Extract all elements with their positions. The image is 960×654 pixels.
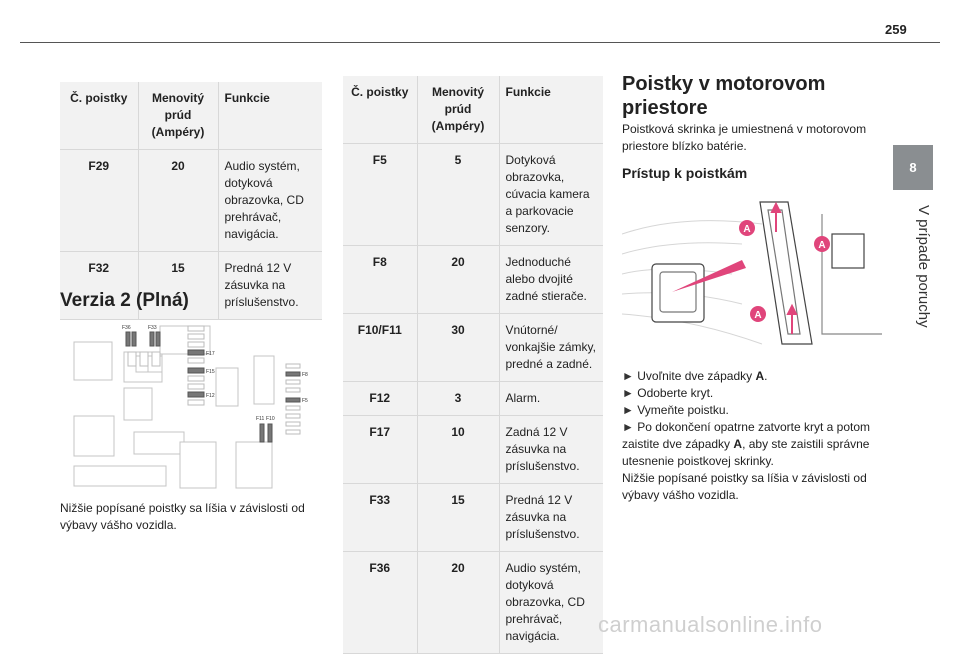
fuse-f5-mark bbox=[286, 398, 300, 402]
step-1: ► Uvoľnite dve západky A. bbox=[622, 369, 768, 383]
cell-function: Predná 12 V zásuvka na príslušenstvo. bbox=[218, 252, 322, 320]
cell-fuse: F17 bbox=[343, 416, 417, 484]
bullet-arrow-icon: ► bbox=[622, 403, 634, 417]
header-fuse-number: Č. poistky bbox=[343, 76, 417, 144]
cell-function: Audio systém, dotyková obrazovka, CD prehrávač, navigácia. bbox=[499, 552, 603, 654]
cell-fuse: F10/F11 bbox=[343, 314, 417, 382]
fuse-table-1 bbox=[60, 82, 322, 320]
table-row bbox=[343, 552, 603, 654]
cell-amps: 3 bbox=[417, 382, 499, 416]
chapter-tab-number: 8 bbox=[909, 160, 917, 175]
table-row bbox=[343, 246, 603, 314]
cell-function: Zadná 12 V zásuvka na príslušenstvo. bbox=[499, 416, 603, 484]
chapter-title: V prípade poruchy bbox=[915, 205, 932, 328]
marker-a: A bbox=[743, 224, 751, 235]
table-row bbox=[343, 416, 603, 484]
marker-a: A bbox=[818, 240, 826, 251]
cell-fuse: F32 bbox=[60, 252, 138, 320]
fuse-f8-mark bbox=[286, 372, 300, 376]
variant-note: Nižšie popísané poistky sa líšia v závislosti od výbavy vášho vozidla. bbox=[60, 501, 305, 532]
table-row bbox=[343, 382, 603, 416]
cell-function: Jednoduché alebo dvojité zadné stierače. bbox=[499, 246, 603, 314]
label-f17: F17 bbox=[206, 351, 215, 357]
cell-amps: 5 bbox=[417, 144, 499, 246]
cell-amps: 15 bbox=[417, 484, 499, 552]
fuse-f11-mark bbox=[260, 424, 264, 442]
table-row bbox=[343, 144, 603, 246]
cell-fuse: F5 bbox=[343, 144, 417, 246]
header-fuse-number: Č. poistky bbox=[60, 82, 138, 150]
table-row bbox=[343, 314, 603, 382]
cell-fuse: F12 bbox=[343, 382, 417, 416]
fuse-f36-mark bbox=[126, 332, 130, 346]
fuse-f33-mark bbox=[150, 332, 154, 346]
table-row bbox=[60, 150, 322, 252]
step-4: ► Po dokončení opatrne zatvorte kryt a potom zaistite dve západky A, aby ste zaistili správne utesnenie poistkovej skrinky. bbox=[622, 420, 871, 468]
relay-block bbox=[832, 234, 864, 268]
bullet-arrow-icon: ► bbox=[622, 369, 634, 383]
access-heading: Prístup k poistkám bbox=[622, 165, 748, 181]
cell-function: Dotyková obrazovka, cúvacia kamera a parkovacie senzory. bbox=[499, 144, 603, 246]
engine-fusebox-illustration bbox=[622, 194, 882, 356]
bullet-arrow-icon: ► bbox=[622, 386, 634, 400]
step-2: ► Odoberte kryt. bbox=[622, 386, 714, 400]
fuse-f17-mark bbox=[188, 350, 204, 355]
variant-note-engine: Nižšie popísané poistky sa líšia v závislosti od výbavy vášho vozidla. bbox=[622, 471, 867, 502]
cell-amps: 15 bbox=[138, 252, 218, 320]
cell-function: Vnútorné/ vonkajšie zámky, predné a zadné. bbox=[499, 314, 603, 382]
fuse-f10-mark bbox=[268, 424, 272, 442]
engine-intro: Poistková skrinka je umiestnená v motorovom priestore blízko batérie. bbox=[622, 122, 867, 153]
marker-a: A bbox=[754, 310, 762, 321]
diagram-block bbox=[74, 466, 166, 486]
table-header-row bbox=[343, 76, 603, 144]
fuse-f15-mark bbox=[188, 368, 204, 373]
table-header-row bbox=[60, 82, 322, 150]
version-2-heading: Verzia 2 (Plná) bbox=[60, 290, 189, 311]
bullet-arrow-icon: ► bbox=[622, 420, 634, 434]
label-f10: F10 bbox=[266, 416, 275, 422]
cell-amps: 20 bbox=[417, 552, 499, 654]
diagram-block bbox=[180, 442, 216, 488]
diagram-block bbox=[254, 356, 274, 404]
diagram-block bbox=[134, 432, 184, 454]
cell-fuse: F8 bbox=[343, 246, 417, 314]
header-functions: Funkcie bbox=[218, 82, 322, 150]
diagram-block bbox=[216, 368, 238, 406]
step-3: ► Vymeňte poistku. bbox=[622, 403, 729, 417]
cell-function: Predná 12 V zásuvka na príslušenstvo. bbox=[499, 484, 603, 552]
label-f15: F15 bbox=[206, 369, 215, 375]
cell-fuse: F29 bbox=[60, 150, 138, 252]
top-divider bbox=[20, 42, 940, 43]
fuse-table-2 bbox=[343, 76, 603, 654]
header-rated-current: Menovitý prúd (Ampéry) bbox=[417, 76, 499, 144]
label-f5: F5 bbox=[302, 398, 308, 404]
diagram-block bbox=[124, 388, 152, 420]
label-f11: F11 bbox=[256, 416, 265, 422]
cell-fuse: F33 bbox=[343, 484, 417, 552]
label-f33: F33 bbox=[148, 325, 157, 331]
diagram-block bbox=[236, 442, 272, 488]
diagram-block bbox=[74, 416, 114, 456]
label-f8: F8 bbox=[302, 372, 308, 378]
cell-amps: 20 bbox=[138, 150, 218, 252]
label-f12: F12 bbox=[206, 393, 215, 399]
fuse-box-diagram bbox=[60, 320, 322, 490]
chapter-tab[interactable] bbox=[893, 145, 933, 190]
page-number: 259 bbox=[885, 22, 907, 37]
diagram-block bbox=[74, 342, 112, 380]
steps-list bbox=[622, 368, 884, 504]
cell-fuse: F36 bbox=[343, 552, 417, 654]
cell-function: Alarm. bbox=[499, 382, 603, 416]
header-functions: Funkcie bbox=[499, 76, 603, 144]
engine-fuses-heading: Poistky v motorovom priestore bbox=[622, 73, 826, 119]
cell-amps: 30 bbox=[417, 314, 499, 382]
cell-amps: 10 bbox=[417, 416, 499, 484]
table-row bbox=[343, 484, 603, 552]
watermark: carmanualsonline.info bbox=[598, 612, 823, 637]
cell-amps: 20 bbox=[417, 246, 499, 314]
header-rated-current: Menovitý prúd (Ampéry) bbox=[138, 82, 218, 150]
fuse-f12-mark bbox=[188, 392, 204, 397]
label-f36: F36 bbox=[122, 325, 131, 331]
cell-function: Audio systém, dotyková obrazovka, CD prehrávač, navigácia. bbox=[218, 150, 322, 252]
